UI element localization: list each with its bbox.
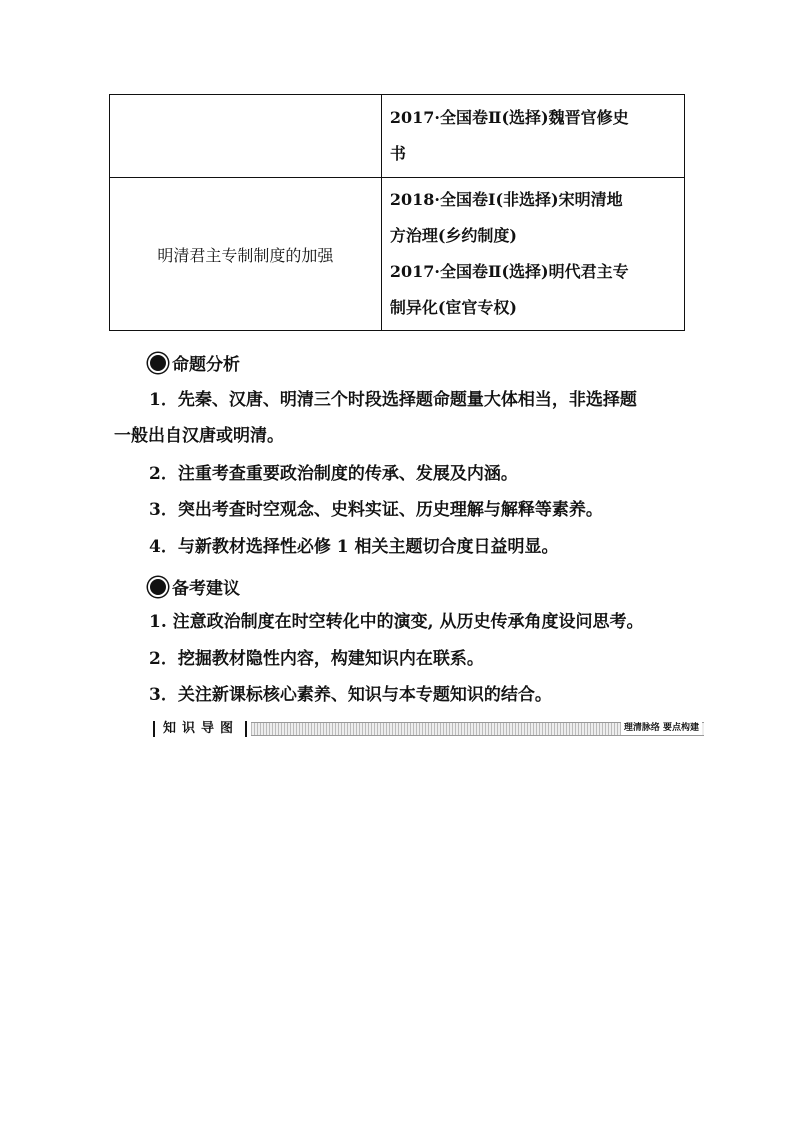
exam-line: 2017·全国卷Ⅱ(选择)明代君主专 xyxy=(389,262,629,281)
exam-line: 2017·全国卷Ⅱ(选择)魏晋官修史 xyxy=(389,108,629,127)
exam-line: 制异化(宦官专权) xyxy=(389,298,518,317)
advice-item: 1. 注意政治制度在时空转化中的演变, 从历史传承角度设问思考。 xyxy=(149,612,644,632)
exam-line: 书 xyxy=(389,144,406,163)
banner-subtitle: 理清脉络 要点构建 xyxy=(621,721,702,735)
advice-item: 2．挖掘教材隐性内容，构建知识内在联系。 xyxy=(149,649,484,669)
banner-title: 知识导图 xyxy=(153,721,247,737)
analysis-item: 一般出自汉唐或明清。 xyxy=(114,426,284,446)
bullet-icon xyxy=(148,353,168,373)
exam-topic-table xyxy=(109,94,685,331)
table-row xyxy=(110,95,685,178)
advice-heading xyxy=(148,574,240,599)
knowledge-map-banner xyxy=(153,720,704,738)
analysis-item: 1．先秦、汉唐、明清三个时段选择题命题量大体相当，非选择题 xyxy=(149,390,637,410)
analysis-heading xyxy=(148,350,240,375)
banner-bar xyxy=(251,722,704,736)
analysis-heading-text: 命题分析 xyxy=(172,355,240,375)
exam-line: 2018·全国卷Ⅰ(非选择)宋明清地 xyxy=(389,190,623,209)
exam-line: 方治理(乡约制度) xyxy=(389,226,518,245)
analysis-item: 4．与新教材选择性必修 1 相关主题切合度日益明显。 xyxy=(149,537,559,557)
topic-cell xyxy=(110,95,382,178)
bullet-icon xyxy=(148,577,168,597)
exam-cell xyxy=(381,95,684,178)
analysis-item: 3．突出考查时空观念、史料实证、历史理解与解释等素养。 xyxy=(149,500,603,520)
table-row xyxy=(110,178,685,331)
topic-cell: 明清君主专制制度的加强 xyxy=(110,178,382,331)
advice-heading-text: 备考建议 xyxy=(172,579,240,599)
exam-cell xyxy=(381,178,684,331)
advice-item: 3．关注新课标核心素养、知识与本专题知识的结合。 xyxy=(149,685,552,705)
analysis-item: 2．注重考查重要政治制度的传承、发展及内涵。 xyxy=(149,464,518,484)
